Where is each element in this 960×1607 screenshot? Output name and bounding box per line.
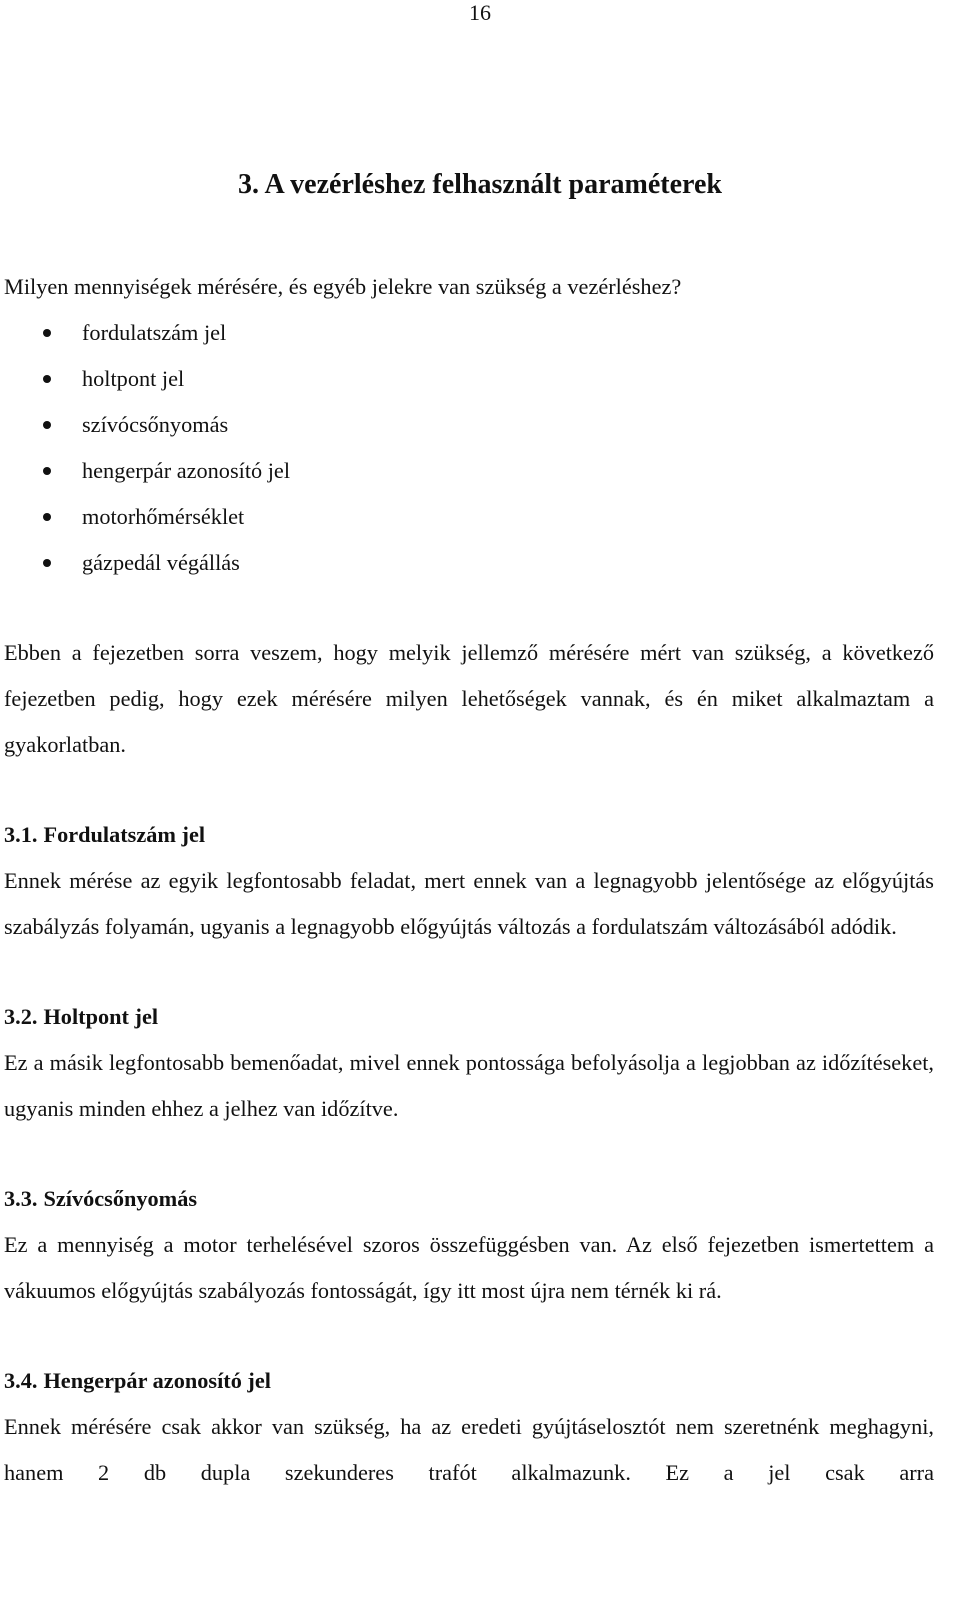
section-heading xyxy=(4,994,934,1040)
section-number: 3.3. xyxy=(4,1186,38,1211)
document-body xyxy=(4,264,934,1496)
list-item-text: szívócsőnyomás xyxy=(82,412,229,437)
list-item xyxy=(4,402,934,448)
chapter-title-text: A vezérléshez felhasznált paraméterek xyxy=(264,169,722,200)
section-number: 3.1. xyxy=(4,822,38,847)
list-item xyxy=(4,540,934,586)
bullet-icon xyxy=(43,467,51,475)
section-title: Holtpont jel xyxy=(43,1004,159,1029)
section-body: Ez a másik legfontosabb bemenőadat, mivel ennek pontossága befolyásolja a legjobban az időzítéseket, ugyanis minden ehhez a jelhez van időzítve. xyxy=(4,1050,934,1121)
summary-paragraph: Ebben a fejezetben sorra veszem, hogy melyik jellemző mérésére mért van szükség, a következő fejezetben pedig, hogy ezek mérésére milyen lehetőségek vannak, és én miket alkalmaztam a gyakorlatban. xyxy=(4,640,934,757)
section-heading xyxy=(4,1358,934,1404)
spacer xyxy=(4,1314,934,1358)
spacer xyxy=(4,768,934,812)
section-heading xyxy=(4,1176,934,1222)
bullet-icon xyxy=(43,375,51,383)
section-number: 3.4. xyxy=(4,1368,38,1393)
parameter-list xyxy=(4,310,934,586)
list-item xyxy=(4,310,934,356)
section-title: Hengerpár azonosító jel xyxy=(43,1368,271,1393)
chapter-number: 3. xyxy=(238,169,260,200)
section-body: Ez a mennyiség a motor terhelésével szoros összefüggésben van. Az első fejezetben ismertettem a vákuumos előgyújtás szabályozás fontosságát, így itt most újra nem térnék ki rá. xyxy=(4,1232,934,1303)
spacer xyxy=(4,1132,934,1176)
spacer xyxy=(4,586,934,630)
section-3-2 xyxy=(4,994,934,1132)
list-item-text: hengerpár azonosító jel xyxy=(82,458,291,483)
intro-paragraph: Milyen mennyiségek mérésére, és egyéb jelekre van szükség a vezérléshez? xyxy=(4,274,682,299)
section-body: Ennek mérése az egyik legfontosabb feladat, mert ennek van a legnagyobb jelentősége az előgyújtás szabályzás folyamán, ugyanis a legnagyobb előgyújtás változás a fordulatszám változásából adódik. xyxy=(4,868,934,939)
bullet-icon xyxy=(43,513,51,521)
spacer xyxy=(4,950,934,994)
list-item-text: fordulatszám jel xyxy=(82,320,227,345)
list-item-text: holtpont jel xyxy=(82,366,185,391)
bullet-icon xyxy=(43,559,51,567)
section-title: Fordulatszám jel xyxy=(43,822,206,847)
page-number: 16 xyxy=(469,0,491,25)
chapter-title xyxy=(0,168,960,202)
list-item xyxy=(4,356,934,402)
section-3-4 xyxy=(4,1358,934,1496)
section-3-1 xyxy=(4,812,934,950)
section-3-3 xyxy=(4,1176,934,1314)
section-body: Ennek mérésére csak akkor van szükség, ha az eredeti gyújtáselosztót nem szeretnénk meghagyni, hanem 2 db dupla szekunderes trafót alkalmazunk. Ez a jel csak arra xyxy=(4,1414,934,1485)
list-item-text: motorhőmérséklet xyxy=(82,504,245,529)
list-item-text: gázpedál végállás xyxy=(82,550,240,575)
bullet-icon xyxy=(43,421,51,429)
bullet-icon xyxy=(43,329,51,337)
section-number: 3.2. xyxy=(4,1004,38,1029)
list-item xyxy=(4,448,934,494)
list-item xyxy=(4,494,934,540)
section-title: Szívócsőnyomás xyxy=(43,1186,198,1211)
section-heading xyxy=(4,812,934,858)
